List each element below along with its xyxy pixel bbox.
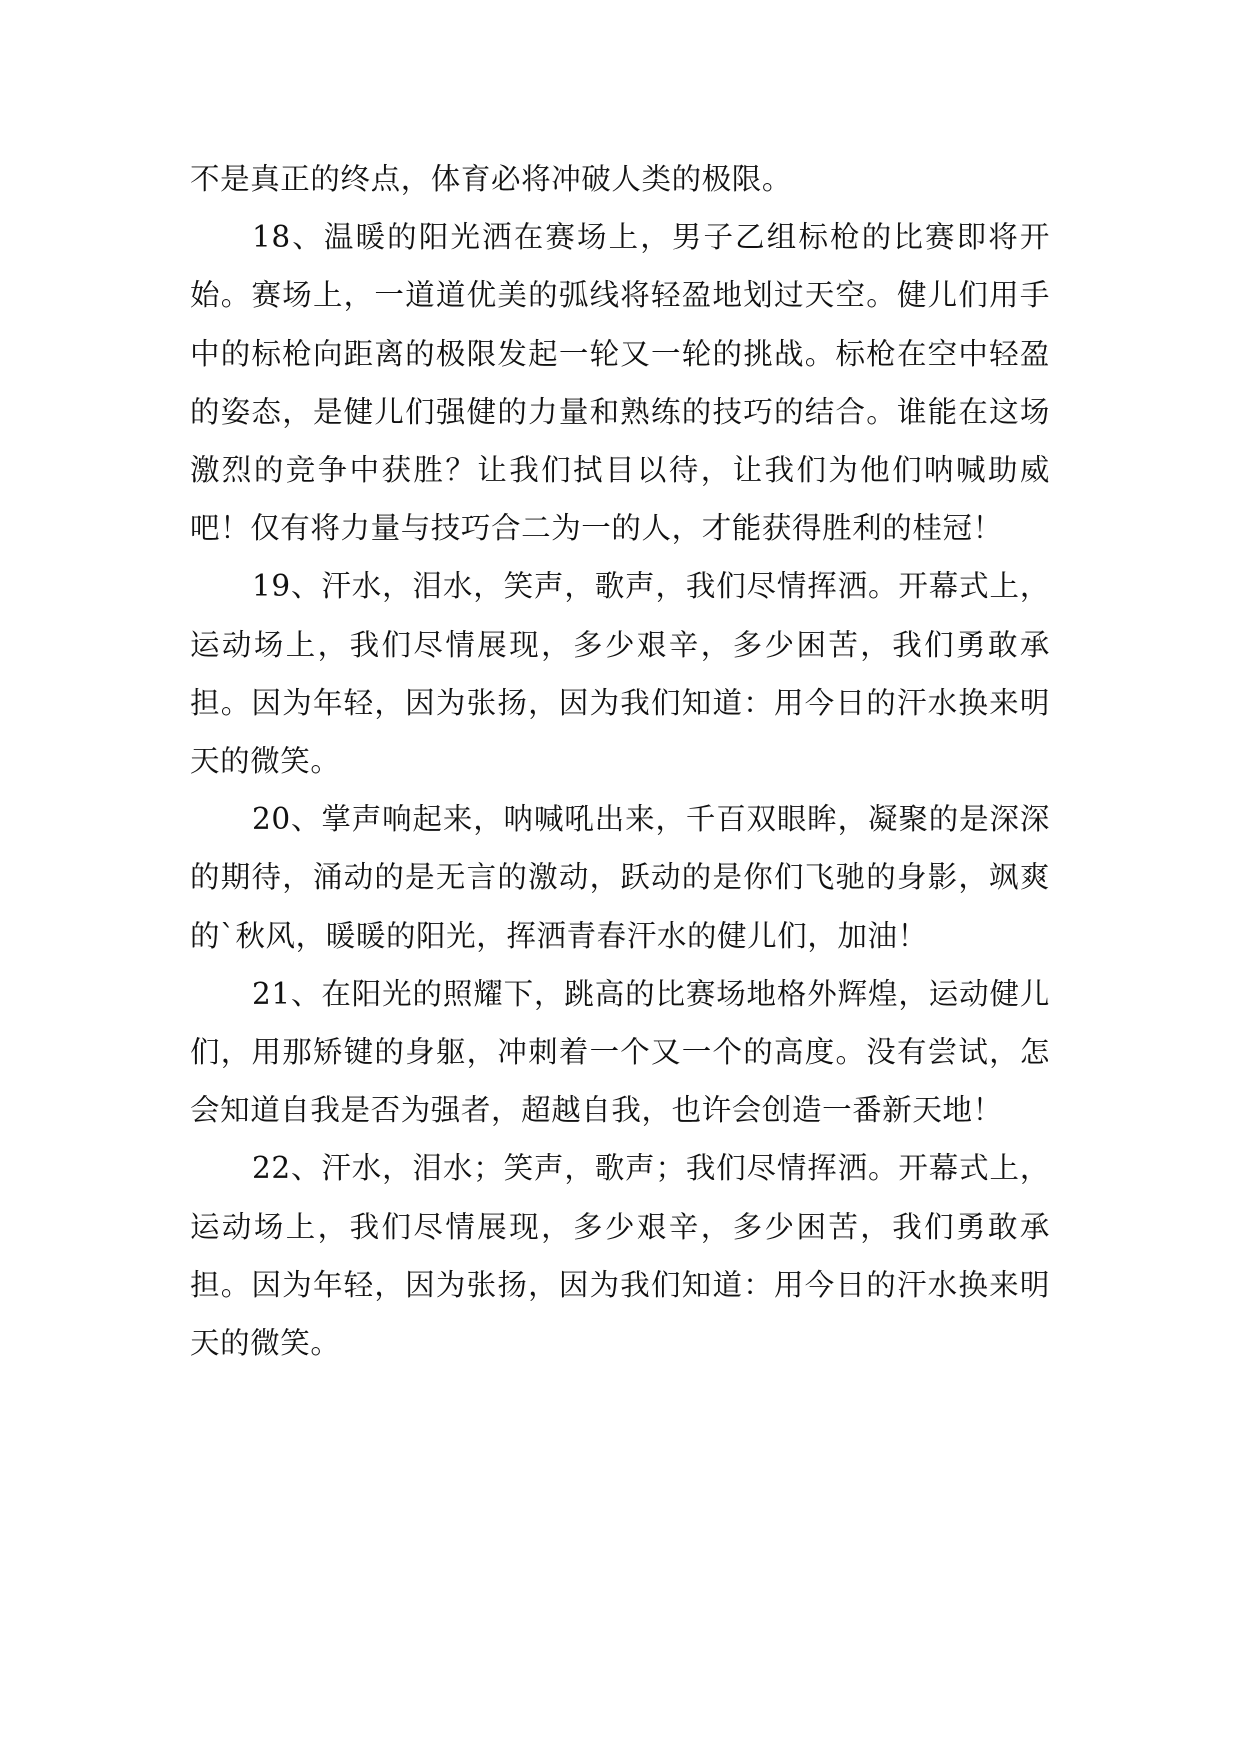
paragraph-22: 22、汗水，泪水；笑声，歌声；我们尽情挥洒。开幕式上，运动场上，我们尽情展现，多少艰辛，多少困苦，我们勇敢承担。因为年轻，因为张扬，因为我们知道：用今日的汗水换来明天的微笑。 [190,1151,1050,1361]
document-body [190,150,1050,1372]
paragraph-19: 19、汗水，泪水，笑声，歌声，我们尽情挥洒。开幕式上，运动场上，我们尽情展现，多少艰辛，多少困苦，我们勇敢承担。因为年轻，因为张扬，因为我们知道：用今日的汗水换来明天的微笑。 [190,569,1050,779]
paragraph-21: 21、在阳光的照耀下，跳高的比赛场地格外辉煌，运动健儿们，用那矫键的身躯，冲刺着一个又一个的高度。没有尝试，怎会知道自我是否为强者，超越自我，也许会创造一番新天地！ [190,976,1050,1128]
paragraph-18: 18、温暖的阳光洒在赛场上，男子乙组标枪的比赛即将开始。赛场上，一道道优美的弧线将轻盈地划过天空。健儿们用手中的标枪向距离的极限发起一轮又一轮的挑战。标枪在空中轻盈的姿态，是健儿们强健的力量和熟练的技巧的结合。谁能在这场激烈的竞争中获胜？让我们拭目以待，让我们为他们呐喊助威吧！仅有将力量与技巧合二为一的人，才能获得胜利的桂冠！ [190,220,1050,546]
continuation-paragraph: 不是真正的终点，体育必将冲破人类的极限。 [190,162,793,196]
paragraph-20: 20、掌声响起来，呐喊吼出来，千百双眼眸，凝聚的是深深的期待，涌动的是无言的激动，跃动的是你们飞驰的身影，飒爽的`秋风，暖暖的阳光，挥洒青春汗水的健儿们，加油！ [190,802,1050,953]
